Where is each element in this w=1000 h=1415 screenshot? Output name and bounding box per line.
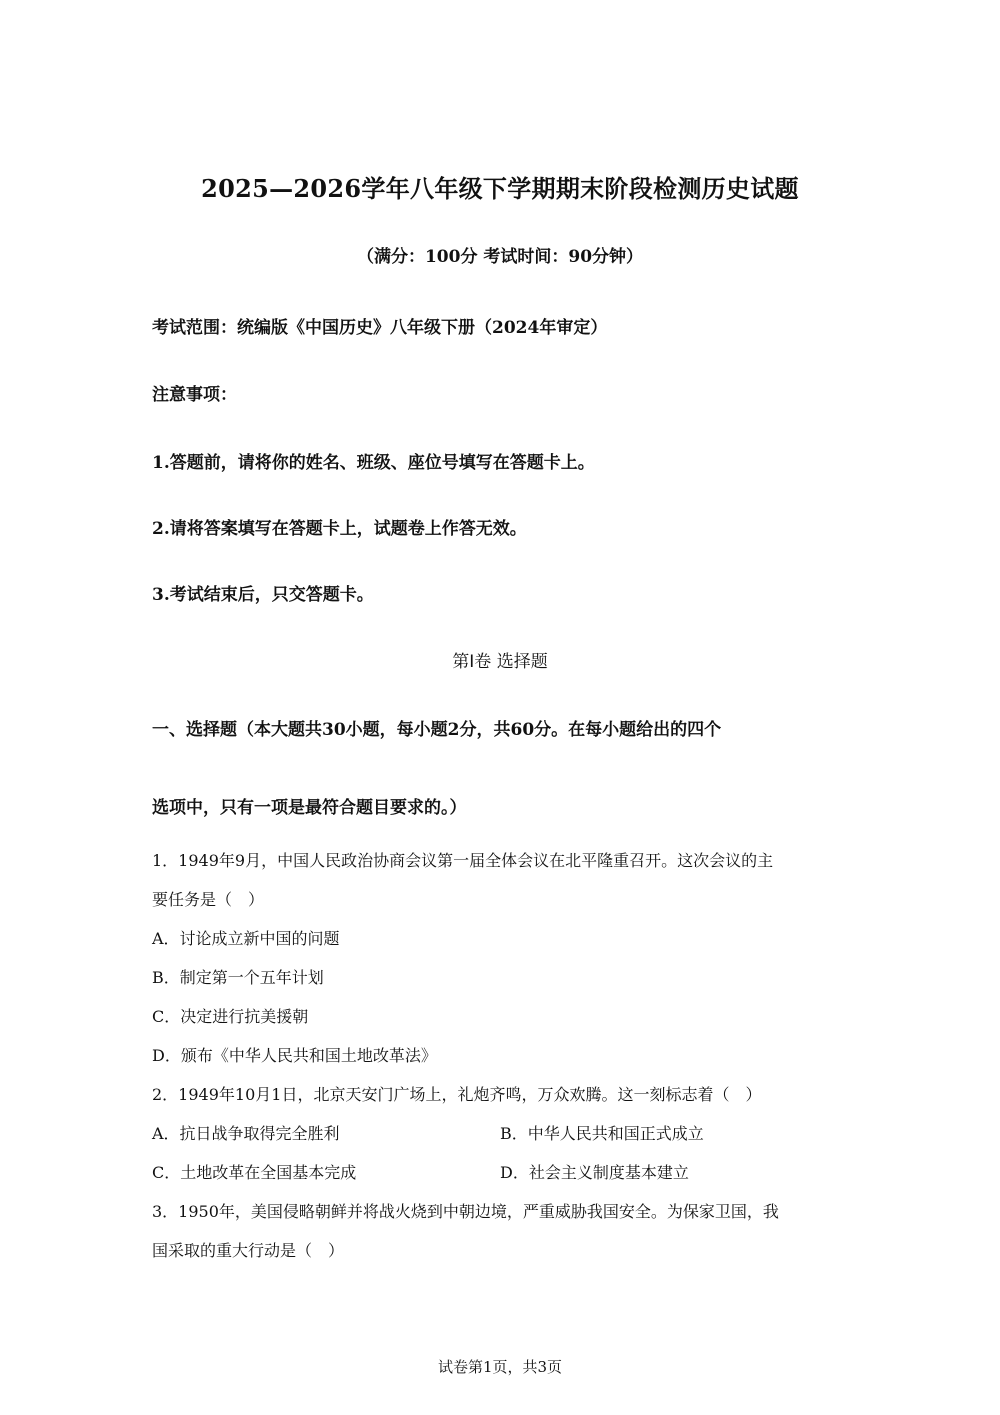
page-footer: 试卷第1页，共3页 xyxy=(437,1358,563,1376)
question-1-option-c[interactable]: C．决定进行抗美援朝 xyxy=(152,1007,309,1026)
question-3-line2: 国采取的重大行动是（ ） xyxy=(152,1241,345,1260)
question-2-option-c[interactable]: C．土地改革在全国基本完成 xyxy=(152,1163,357,1182)
question-1-option-d[interactable]: D．颁布《中华人民共和国土地改革法》 xyxy=(152,1046,437,1065)
exam-title: 2025—2026学年八年级下学期期末阶段检测历史试题 xyxy=(201,174,799,203)
exam-subtitle: （满分：100分 考试时间：90分钟） xyxy=(356,247,644,267)
question-1-option-b[interactable]: B．制定第一个五年计划 xyxy=(152,968,324,987)
notice-item-1: 1.答题前，请将你的姓名、班级、座位号填写在答题卡上。 xyxy=(152,453,595,473)
volume-label: 第Ⅰ卷 选择题 xyxy=(452,652,548,672)
notice-item-3: 3.考试结束后，只交答题卡。 xyxy=(152,585,374,605)
section-heading-line2: 选项中，只有一项是最符合题目要求的。） xyxy=(152,798,467,818)
question-1-line1: 1．1949年9月，中国人民政治协商会议第一届全体会议在北平隆重召开。这次会议的主 xyxy=(152,851,774,870)
question-2-option-a[interactable]: A．抗日战争取得完全胜利 xyxy=(152,1124,340,1143)
notice-item-2: 2.请将答案填写在答题卡上，试题卷上作答无效。 xyxy=(152,519,527,539)
question-1-line2: 要任务是（ ） xyxy=(152,890,265,909)
question-3-line1: 3．1950年，美国侵略朝鲜并将战火烧到中朝边境，严重威胁我国安全。为保家卫国，我 xyxy=(152,1202,779,1221)
question-2-line1: 2．1949年10月1日，北京天安门广场上，礼炮齐鸣，万众欢腾。这一刻标志着（ ） xyxy=(152,1085,762,1104)
question-1-option-a[interactable]: A．讨论成立新中国的问题 xyxy=(152,929,340,948)
notice-heading: 注意事项： xyxy=(152,385,237,405)
section-heading-line1: 一、选择题（本大题共30小题，每小题2分，共60分。在每小题给出的四个 xyxy=(152,720,722,740)
question-2-option-b[interactable]: B．中华人民共和国正式成立 xyxy=(500,1124,704,1143)
exam-scope: 考试范围：统编版《中国历史》八年级下册（2024年审定） xyxy=(152,318,608,338)
question-2-option-d[interactable]: D．社会主义制度基本建立 xyxy=(500,1163,689,1182)
